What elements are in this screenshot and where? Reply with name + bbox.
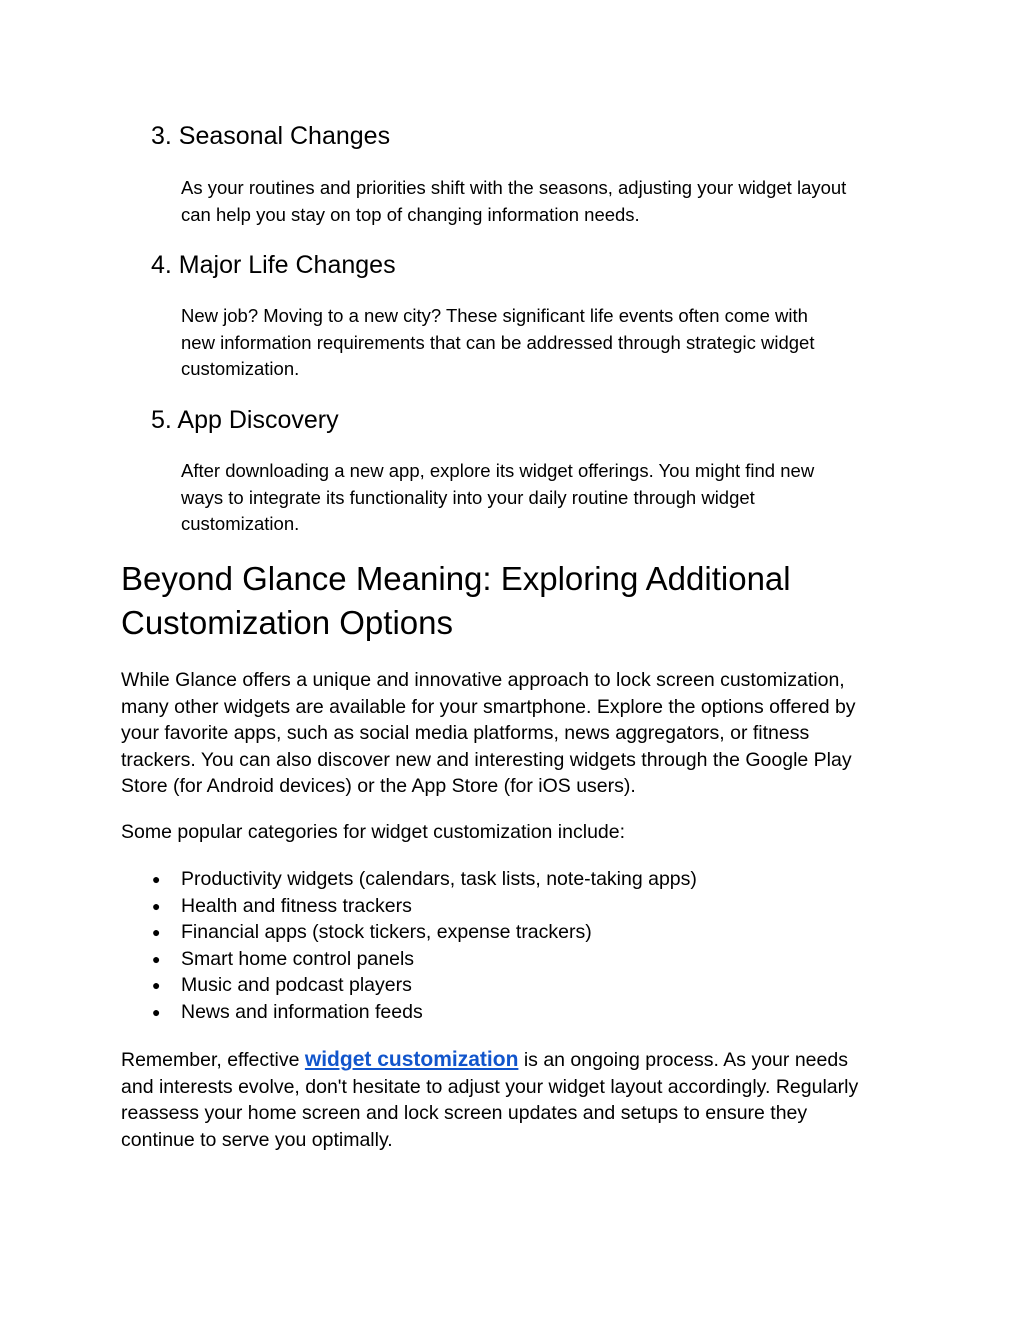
paragraph-line: trackers. You can also discover new and interesting widgets through the Google Play (121, 748, 852, 771)
paragraph-line: While Glance offers a unique and innovative approach to lock screen customization, (121, 669, 845, 691)
paragraph-line: New job? Moving to a new city? These significant life events often come with (181, 305, 808, 326)
bullet-icon: ● (152, 977, 161, 993)
paragraph-line: many other widgets are available for your smartphone. Explore the options offered by (121, 695, 856, 718)
bullet-icon: ● (152, 897, 161, 914)
list-item-label: Productivity widgets (calendars, task lists, note-taking apps) (181, 868, 697, 890)
list-item-label: News and information feeds (181, 1000, 423, 1023)
paragraph-line: After downloading a new app, explore its widget offerings. You might find new (181, 460, 815, 481)
bullet-icon: ● (152, 1003, 161, 1020)
paragraph-line: new information requirements that can be addressed through strategic widget (181, 331, 815, 353)
section-paragraph-seasonal-changes (181, 175, 846, 228)
paragraph-line: customization. (181, 513, 300, 534)
section-paragraph-app-discovery (181, 458, 814, 538)
widget-customization-link[interactable]: widget customization (304, 1048, 519, 1071)
paragraph-line: customization. (181, 358, 300, 379)
paragraph-line: and interests evolve, don't hesitate to adjust your widget layout accordingly. Regularly (121, 1075, 859, 1098)
bullet-icon: ● (152, 924, 161, 940)
main-heading (121, 557, 791, 645)
list-item-label: Health and fitness trackers (181, 894, 412, 917)
paragraph-line: As your routines and priorities shift with the seasons, adjusting your widget layout (181, 177, 847, 198)
section-heading-app-discovery: 5. App Discovery (151, 406, 339, 434)
main-heading-line: Beyond Glance Meaning: Exploring Additional (121, 560, 791, 597)
categories-intro: Some popular categories for widget customization include: (121, 821, 626, 843)
list-item-label: Music and podcast players (181, 974, 412, 996)
bullet-icon: ● (152, 950, 161, 967)
intro-paragraph (121, 667, 856, 800)
section-heading-seasonal-changes: 3. Seasonal Changes (151, 122, 391, 150)
section-paragraph-major-life-changes (181, 303, 814, 383)
paragraph-line: Store (for Android devices) or the App Store (for iOS users). (121, 775, 636, 797)
closing-first-line (121, 1047, 858, 1074)
list-item-label: Smart home control panels (181, 947, 415, 970)
closing-text-before-link: Remember, effective (121, 1049, 305, 1071)
paragraph-line: your favorite apps, such as social media platforms, news aggregators, or fitness (121, 722, 810, 744)
closing-text-after-link: is an ongoing process. As your needs (518, 1049, 848, 1071)
bullet-icon: ● (152, 871, 161, 887)
list-item-label: Financial apps (stock tickers, expense trackers) (181, 921, 592, 943)
section-heading-major-life-changes: 4. Major Life Changes (151, 251, 396, 279)
paragraph-line: continue to serve you optimally. (121, 1128, 393, 1151)
paragraph-line: reassess your home screen and lock screen updates and setups to ensure they (121, 1102, 808, 1124)
main-heading-line: Customization Options (121, 604, 453, 641)
paragraph-line: ways to integrate its functionality into your daily routine through widget (181, 486, 755, 508)
paragraph-line: can help you stay on top of changing information needs. (181, 203, 640, 225)
closing-paragraph (121, 1047, 858, 1153)
